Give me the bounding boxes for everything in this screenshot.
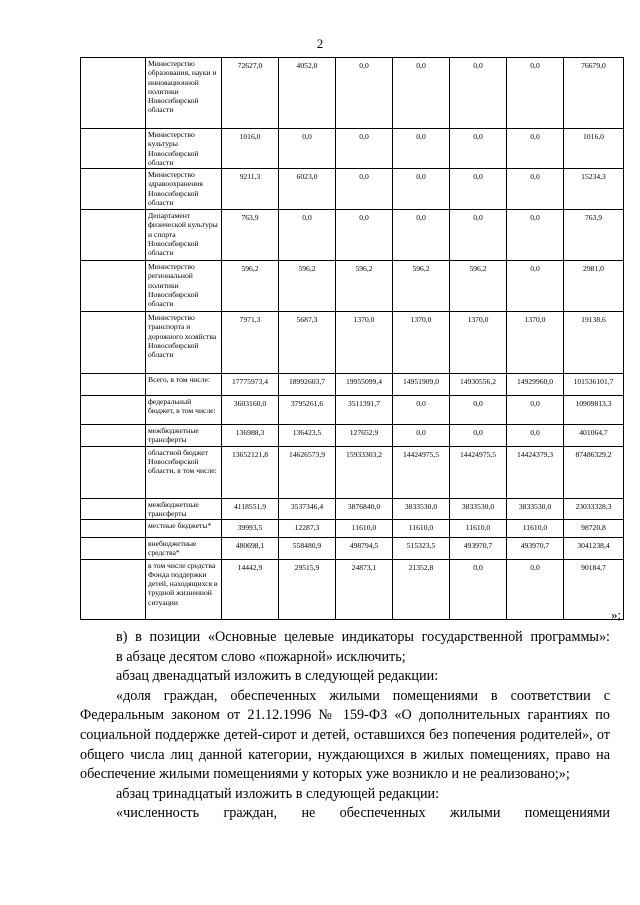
value-cell: 127652,9 [336, 425, 393, 447]
value-cell: 72627,0 [222, 58, 279, 129]
value-cell: 0,0 [450, 210, 507, 261]
value-cell: 493970,7 [450, 538, 507, 560]
blank-cell [81, 58, 146, 129]
blank-cell [81, 538, 146, 560]
table-row [81, 425, 624, 447]
table-row [81, 520, 624, 538]
value-cell: 0,0 [336, 129, 393, 169]
row-label: в том числе средства Фонда поддержки детей, находящихся в трудной жизненной ситуации [146, 559, 222, 619]
value-cell: 3603160,0 [222, 396, 279, 425]
row-label: федеральный бюджет, в том числе: [146, 396, 222, 425]
table-row [81, 58, 624, 129]
value-cell: 596,2 [336, 261, 393, 312]
value-cell: 0,0 [450, 396, 507, 425]
blank-cell [81, 210, 146, 261]
row-label: Министерство здравоохранения Новосибирской области [146, 169, 222, 210]
value-cell: 493970,7 [507, 538, 564, 560]
amendment-text [80, 628, 610, 824]
table-row [81, 261, 624, 312]
blank-cell [81, 559, 146, 619]
value-cell: 14442,9 [222, 559, 279, 619]
table-row [81, 446, 624, 498]
value-cell: 11610,0 [336, 520, 393, 538]
value-cell: 4118551,9 [222, 498, 279, 520]
value-cell: 39993,5 [222, 520, 279, 538]
value-cell: 0,0 [279, 129, 336, 169]
value-cell: 10909813,3 [564, 396, 624, 425]
paragraph-position: в) в позиции «Основные целевые индикаторы государственной программы»: [116, 629, 610, 645]
value-cell: 763,9 [222, 210, 279, 261]
value-cell: 1370,0 [450, 312, 507, 374]
value-cell: 596,2 [279, 261, 336, 312]
value-cell: 24873,1 [336, 559, 393, 619]
value-cell: 11610,0 [450, 520, 507, 538]
value-cell: 14929960,0 [507, 374, 564, 396]
blank-cell [81, 520, 146, 538]
value-cell: 13652121,8 [222, 446, 279, 498]
value-cell: 0,0 [507, 559, 564, 619]
value-cell: 136988,3 [222, 425, 279, 447]
value-cell: 3511391,7 [336, 396, 393, 425]
value-cell: 3876840,0 [336, 498, 393, 520]
value-cell: 14951909,0 [393, 374, 450, 396]
blank-cell [81, 312, 146, 374]
value-cell: 515323,5 [393, 538, 450, 560]
value-cell: 29515,9 [279, 559, 336, 619]
value-cell: 14424975,5 [393, 446, 450, 498]
value-cell: 11610,0 [507, 520, 564, 538]
value-cell: 23033328,3 [564, 498, 624, 520]
value-cell: 0,0 [450, 425, 507, 447]
value-cell: 14626573,9 [279, 446, 336, 498]
table-row [81, 169, 624, 210]
table-row [81, 498, 624, 520]
table-row [81, 374, 624, 396]
blank-cell [81, 129, 146, 169]
row-label: областной бюджет Новосибирской области, в том числе: [146, 446, 222, 498]
value-cell: 3833530,0 [393, 498, 450, 520]
value-cell: 0,0 [507, 58, 564, 129]
value-cell: 15234,3 [564, 169, 624, 210]
value-cell: 14424379,3 [507, 446, 564, 498]
blank-cell [81, 498, 146, 520]
table-row [81, 559, 624, 619]
blank-cell [81, 396, 146, 425]
value-cell: 0,0 [393, 210, 450, 261]
value-cell: 763,9 [564, 210, 624, 261]
value-cell: 1370,0 [393, 312, 450, 374]
value-cell: 87486329,2 [564, 446, 624, 498]
value-cell: 2981,0 [564, 261, 624, 312]
row-label: межбюджетные трансферты [146, 498, 222, 520]
row-label: Министерство региональной политики Новосибирской области [146, 261, 222, 312]
value-cell: 12287,3 [279, 520, 336, 538]
budget-table [80, 57, 624, 620]
value-cell: 3795261,6 [279, 396, 336, 425]
value-cell: 90184,7 [564, 559, 624, 619]
paragraph-thirteenth-text: «численность граждан, не обеспеченных жилыми помещениями [116, 805, 610, 822]
page-number: 2 [316, 36, 324, 51]
value-cell: 101536101,7 [564, 374, 624, 396]
value-cell: 0,0 [450, 129, 507, 169]
value-cell: 0,0 [393, 425, 450, 447]
blank-cell [81, 261, 146, 312]
value-cell: 1370,0 [507, 312, 564, 374]
value-cell: 0,0 [507, 210, 564, 261]
value-cell: 17775973,4 [222, 374, 279, 396]
blank-cell [81, 169, 146, 210]
paragraph-twelfth-text: «доля граждан, обеспеченных жилыми помещениями в соответствии с Федеральным законом от 21.12.1996 № 159-ФЗ «О дополнительных гарантиях по социальной поддержке детей-сирот и детей, оставшихся без попечения родителей», от общего числа лиц данной категории, нуждающихся в жилых помещениях, право на обеспечение жилыми помещениями у которых уже возникло и не реализовано;»; [80, 687, 610, 783]
value-cell: 3537346,4 [279, 498, 336, 520]
value-cell: 0,0 [336, 210, 393, 261]
blank-cell [81, 446, 146, 498]
closing-quote-mark: »; [611, 607, 622, 622]
value-cell: 0,0 [507, 129, 564, 169]
row-label: Министерство культуры Новосибирской области [146, 129, 222, 169]
value-cell: 0,0 [393, 169, 450, 210]
table-row [81, 312, 624, 374]
table-row [81, 396, 624, 425]
row-label: Всего, в том числе: [146, 374, 222, 396]
value-cell: 0,0 [336, 169, 393, 210]
row-label: Министерство транспорта и дорожного хозяйства Новосибирской области [146, 312, 222, 374]
value-cell: 1016,0 [222, 129, 279, 169]
value-cell: 3833530,0 [450, 498, 507, 520]
row-label: внебюджетные средства* [146, 538, 222, 560]
value-cell: 480698,1 [222, 538, 279, 560]
value-cell: 21352,8 [393, 559, 450, 619]
value-cell: 0,0 [336, 58, 393, 129]
value-cell: 0,0 [279, 210, 336, 261]
row-label: Департамент физической культуры и спорта Новосибирской области [146, 210, 222, 261]
table-row [81, 538, 624, 560]
value-cell: 19955099,4 [336, 374, 393, 396]
value-cell: 14424975,5 [450, 446, 507, 498]
value-cell: 596,2 [393, 261, 450, 312]
value-cell: 0,0 [393, 396, 450, 425]
value-cell: 0,0 [507, 169, 564, 210]
table-row [81, 129, 624, 169]
value-cell: 11610,0 [393, 520, 450, 538]
value-cell: 498794,5 [336, 538, 393, 560]
row-label: местные бюджеты* [146, 520, 222, 538]
paragraph-thirteenth-heading: абзац тринадцатый изложить в следующей редакции: [116, 785, 440, 802]
value-cell: 18992603,7 [279, 374, 336, 396]
value-cell: 98720,8 [564, 520, 624, 538]
value-cell: 0,0 [507, 425, 564, 447]
value-cell: 0,0 [450, 559, 507, 619]
value-cell: 15933303,2 [336, 446, 393, 498]
value-cell: 401064,7 [564, 425, 624, 447]
value-cell: 0,0 [507, 396, 564, 425]
value-cell: 14930556,2 [450, 374, 507, 396]
value-cell: 136423,5 [279, 425, 336, 447]
value-cell: 0,0 [507, 261, 564, 312]
value-cell: 596,2 [450, 261, 507, 312]
value-cell: 9211,3 [222, 169, 279, 210]
blank-cell [81, 374, 146, 396]
row-label: Министерство образования, науки и инновационной политики Новосибирской области [146, 58, 222, 129]
value-cell: 0,0 [450, 58, 507, 129]
value-cell: 4052,0 [279, 58, 336, 129]
table-row [81, 210, 624, 261]
value-cell: 1370,0 [336, 312, 393, 374]
value-cell: 3833530,0 [507, 498, 564, 520]
value-cell: 596,2 [222, 261, 279, 312]
value-cell: 0,0 [393, 58, 450, 129]
blank-cell [81, 425, 146, 447]
paragraph-twelfth-heading: абзац двенадцатый изложить в следующей редакции: [116, 668, 439, 685]
value-cell: 19138,6 [564, 312, 624, 374]
value-cell: 0,0 [393, 129, 450, 169]
value-cell: 76679,0 [564, 58, 624, 129]
row-label: межбюджетные трансферты [146, 425, 222, 447]
value-cell: 558480,9 [279, 538, 336, 560]
value-cell: 1016,0 [564, 129, 624, 169]
value-cell: 7971,3 [222, 312, 279, 374]
value-cell: 6023,0 [279, 169, 336, 210]
paragraph-tenth: в абзаце десятом слово «пожарной» исключить; [116, 648, 406, 665]
value-cell: 3041238,4 [564, 538, 624, 560]
value-cell: 5687,3 [279, 312, 336, 374]
value-cell: 0,0 [450, 169, 507, 210]
